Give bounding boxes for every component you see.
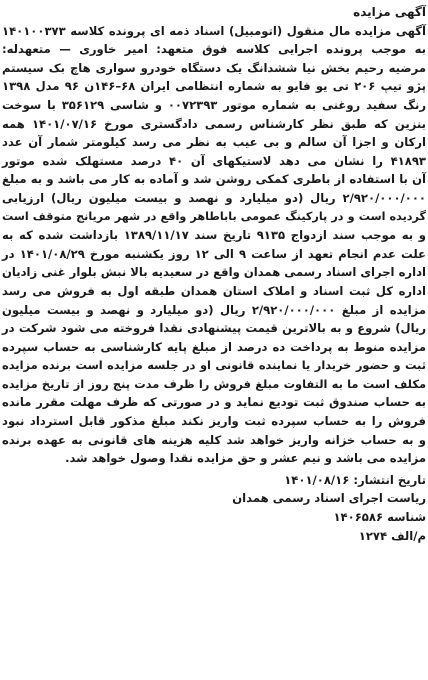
notice-title: آگهی مزایده [353, 5, 426, 19]
notice-id: شناسه ۱۴۰۶۵۸۶ [333, 510, 426, 525]
notice-body-line: به موجب پرونده اجرایی کلاسه فوق متعهد: امیر خاوری — متعهدله: [2, 42, 426, 57]
publish-date: تاریخ انتشار: ۱۴۰۱/۰۸/۱۶ [284, 472, 426, 487]
notice-body-line: آن با استفاده از باطری کمکی روشن شد و آماده به کار می باشد و به مبلغ [2, 172, 426, 187]
notice-body-line: و به موجب سند ازدواج ۹۱۳۵ تاریخ سند ۱۳۸۹/۱۱/۱۷ بازداشت شده که به [2, 228, 426, 243]
notice-body-line: ۴۱۸۹۳ را نشان می دهد لاستیکهای آن ۴۰ درصد مستهلک شده موتور [2, 153, 426, 168]
notice-body-line: اداره اجرای اسناد رسمی همدان واقع در سعیدیه بالا نبش بلوار غنی زادیان [2, 265, 426, 280]
notice-footer [2, 471, 426, 545]
notice-body-line: و به حساب خزانه واریز خواهد شد کلیه هزینه های قانونی به عهده برنده [2, 432, 426, 447]
notice-body-line: مزایده می باشد و نیم عشر و حق مزایده نقدا وصول خواهد شد. [65, 451, 426, 466]
notice-body-line: گردیده است و در پارکینگ عمومی باباطاهر واقع در شهر مریانج متوقف است [2, 209, 426, 223]
reference-number: م/الف ۱۲۷۴ [358, 528, 426, 543]
notice-body-line: به حساب صندوق ثبت تودیع نماید و در صورتی که ظرف مهلت مقرر مانده [2, 395, 426, 410]
issuer-name: ریاست اجرای اسناد رسمی همدان [232, 491, 426, 506]
notice-body-line: فروش را به حساب سپرده ثبت واریز نکند مبلغ مذکور قابل استرداد نبود [2, 414, 426, 429]
notice-body-line: رنگ سفید روغنی به شماره موتور ۰۰۷۲۳۹۳ و شاسی ۳۵۶۱۲۹ با سوخت [2, 97, 427, 112]
notice-body-line: ثبت و حضور خریدار یا نماینده قانونی او در جلسه مزایده است برنده مزایده [2, 358, 426, 373]
notice-body-line: مرضیه رحیم بخش نیا ششدانگ یک دستگاه خودرو سواری هاچ بک سیستم [2, 60, 426, 75]
notice-body-line: ریال) شروع و به بالاترین قیمت پیشنهادی نقدا فروخته می شود شرکت در [2, 321, 426, 336]
notice-body-line: ۲/۹۲۰/۰۰۰/۰۰۰ ریال (دو میلیارد و نهصد و بیست میلیون ریال) ارزیابی [2, 190, 426, 205]
notice-body-line: علت عدم انجام تعهد از ساعت ۹ الی ۱۲ روز یکشنبه مورخ ۱۴۰۱/۰۸/۲۹ در [2, 246, 426, 261]
notice-body [2, 22, 426, 468]
notice-body-line: آگهی مزایده مال منقول (اتومبیل) اسناد ذمه ای پرونده کلاسه ۱۴۰۱۰۰۳۷۳ [2, 23, 426, 38]
notice-body-line: بنزین که طبق نظر کارشناس رسمی دادگستری مورخ ۱۴۰۱/۰۷/۱۶ همه [2, 116, 426, 131]
notice-body-line: مزایده منوط به پرداخت ده درصد از مبلغ پایه کارشناسی به حساب سپرده [2, 339, 426, 354]
auction-notice [2, 0, 426, 680]
notice-body-line: پژو تیپ ۲۰۶ تی یو فایو به شماره انتظامی ایران ۶۸–۱۴۶ن ۹۶ مدل ۱۳۹۸ [2, 79, 426, 94]
notice-body-line: ارکان و اجزا آن سالم و بی عیب به نظر می رسد کیلومتر شمار آن عدد [2, 135, 426, 150]
notice-body-line: اداره کل ثبت اسناد و املاک استان همدان طبقه اول به فروش می رسد [2, 283, 426, 298]
notice-body-line: مزایده از مبلغ ۲/۹۲۰/۰۰۰/۰۰۰ ریال (دو میلیارد و نهصد و بیست میلیون [2, 302, 426, 317]
notice-body-line: مکلف است ما به التفاوت مبلغ فروش را ظرف مدت پنج روز از تاریخ مزایده [2, 376, 426, 391]
